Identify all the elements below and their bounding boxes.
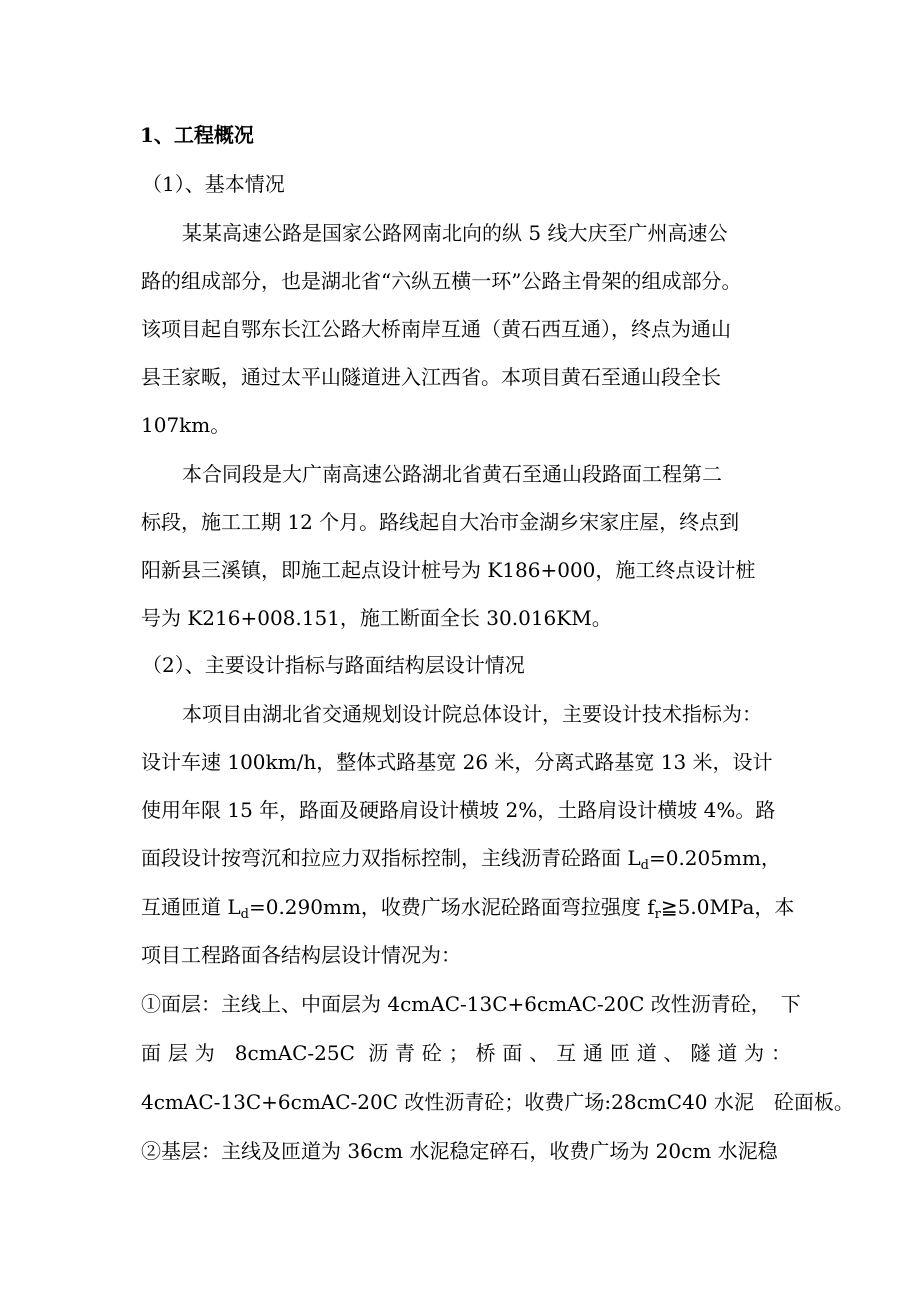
layer-surface-line: 4cmAC-13C+6cmAC-20C 改性沥青砼；收费广场:28cmC40 水泥 砼面板。 [141,1090,854,1114]
paragraph-line: 县王家畈，通过太平山隧道进入江西省。本项目黄石至通山段全长 [141,365,721,389]
text-fragment: ≧5.0MPa，本 [660,895,795,919]
text-fragment: =0.290mm，收费广场水泥砼路面弯拉强度 f [248,895,655,919]
paragraph-line: 本项目由湖北省交通规划设计院总体设计，主要设计技术指标为： [182,702,762,726]
section-heading: 1、工程概况 [140,123,254,147]
text-fragment: 面段设计按弯沉和拉应力双指标控制，主线沥青砼路面 L [141,846,641,870]
paragraph-line-ld-fr [141,893,794,929]
layer-surface-line: ①面层：主线上、中面层为 4cmAC-13C+6cmAC-20C 改性沥青砼， 下 [141,992,801,1016]
paragraph-line-ld [141,844,781,880]
paragraph-line: 路的组成部分，也是湖北省“六纵五横一环”公路主骨架的组成部分。 [141,269,742,293]
paragraph-line: 阳新县三溪镇，即施工起点设计桩号为 K186+000，施工终点设计桩 [141,558,756,582]
subscript-d: d [640,858,649,873]
layer-surface-line: 面层为 8cmAC-25C 沥青砼；桥面、互通匝道、隧道为： [141,1041,791,1065]
layer-base-line: ②基层：主线及匝道为 36cm 水泥稳定碎石，收费广场为 20cm 水泥稳 [141,1139,778,1163]
subsection-design-title: （2）、主要设计指标与路面结构层设计情况 [142,653,525,677]
subscript-r: r [654,907,661,922]
paragraph-line: 使用年限 15 年，路面及硬路肩设计横坡 2%，土路肩设计横坡 4%。路 [141,798,776,822]
paragraph-line: 号为 K216+008.151，施工断面全长 30.016KM。 [141,606,612,630]
paragraph-line: 项目工程路面各结构层设计情况为： [141,943,461,967]
text-fragment: =0.205mm， [648,846,781,870]
paragraph-line: 设计车速 100km/h，整体式路基宽 26 米，分离式路基宽 13 米，设计 [141,750,773,774]
paragraph-line: 107km。 [141,413,231,437]
paragraph-line: 该项目起自鄂东长江公路大桥南岸互通（黄石西互通），终点为通山 [141,317,731,341]
text-fragment: 互通匝道 L [141,895,241,919]
subscript-d: d [240,907,249,922]
subsection-basic-title: （1）、基本情况 [142,172,285,196]
paragraph-line: 标段，施工工期 12 个月。路线起自大冶市金湖乡宋家庄屋，终点到 [141,510,740,534]
paragraph-line: 本合同段是大广南高速公路湖北省黄石至通山段路面工程第二 [182,462,722,486]
paragraph-line: 某某高速公路是国家公路网南北向的纵 5 线大庆至广州高速公 [182,221,728,245]
